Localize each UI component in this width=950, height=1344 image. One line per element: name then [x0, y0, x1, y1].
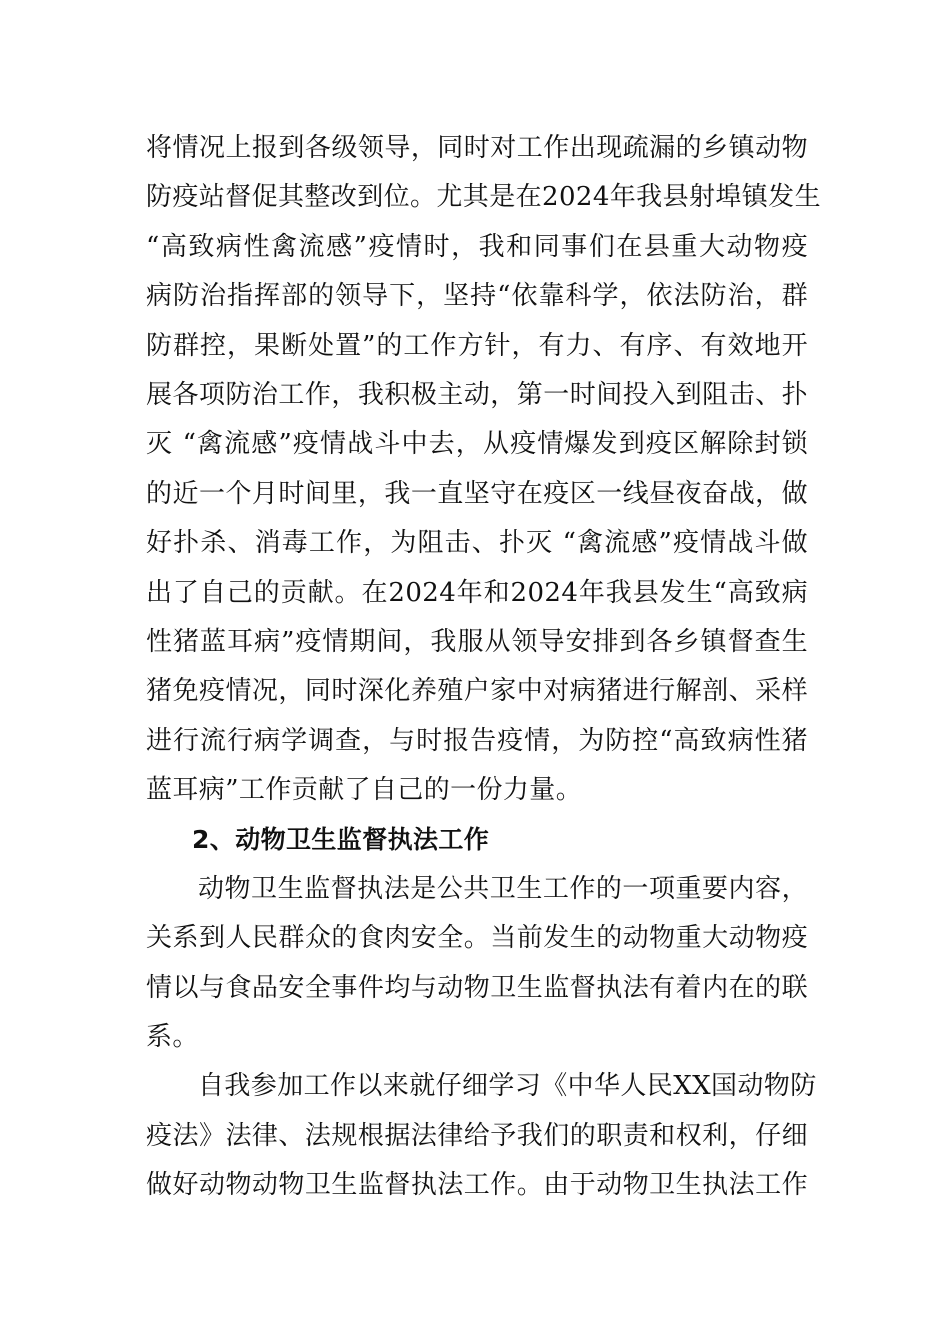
text-line: 防群控，果断处置”的工作方针，有力、有序、有效地开 [146, 330, 808, 361]
text-line: 灭 “禽流感”疫情战斗中去，从疫情爆发到疫区解除封锁 [146, 429, 808, 460]
paragraph-supervision-work [146, 1062, 817, 1210]
text-line: 动物卫生监督执法是公共卫生工作的一项重要内容， [198, 873, 808, 904]
text-line: 进行流行病学调查，与时报告疫情，为防控“高致病性猪 [146, 725, 808, 756]
text-line: 自我参加工作以来就仔细学习《中华人民XX国动物防 [198, 1071, 817, 1102]
text-line: 出了自己的贡献。在2024年和2024年我县发生“高致病 [146, 577, 808, 608]
text-line: 的近一个月时间里，我一直坚守在疫区一线昼夜奋战，做 [146, 478, 808, 509]
text-line: 性猪蓝耳病”疫情期间，我服从领导安排到各乡镇督查生 [146, 626, 808, 657]
section-heading: 2、动物卫生监督执法工作 [192, 825, 490, 855]
text-line: 病防治指挥部的领导下，坚持“依靠科学，依法防治，群 [146, 281, 808, 312]
text-line: 展各项防治工作，我积极主动，第一时间投入到阻击、扑 [146, 379, 808, 410]
paragraph-supervision-intro [146, 865, 808, 1063]
text-line: 蓝耳病”工作贡献了自己的一份力量。 [146, 775, 583, 806]
text-line: 猪免疫情况，同时深化养殖户家中对病猪进行解剖、采样 [146, 676, 808, 707]
paragraph-epidemic-work [146, 124, 821, 815]
document-body [146, 124, 821, 1211]
text-line: 做好动物动物卫生监督执法工作。由于动物卫生执法工作 [146, 1170, 808, 1201]
text-line: 疫法》法律、法规根据法律给予我们的职责和权利，仔细 [146, 1120, 808, 1151]
text-line: 关系到人民群众的食肉安全。当前发生的动物重大动物疫 [146, 923, 808, 954]
text-line: 情以与食品安全事件均与动物卫生监督执法有着内在的联 [146, 972, 808, 1003]
text-line: 好扑杀、消毒工作，为阻击、扑灭 “禽流感”疫情战斗做 [146, 528, 808, 559]
text-line: 防疫站督促其整改到位。尤其是在2024年我县射埠镇发生 [146, 182, 821, 213]
text-line: “高致病性禽流感”疫情时，我和同事们在县重大动物疫 [146, 231, 808, 262]
text-line: 将情况上报到各级领导，同时对工作出现疏漏的乡镇动物 [146, 133, 808, 163]
text-line: 系。 [146, 1022, 199, 1053]
